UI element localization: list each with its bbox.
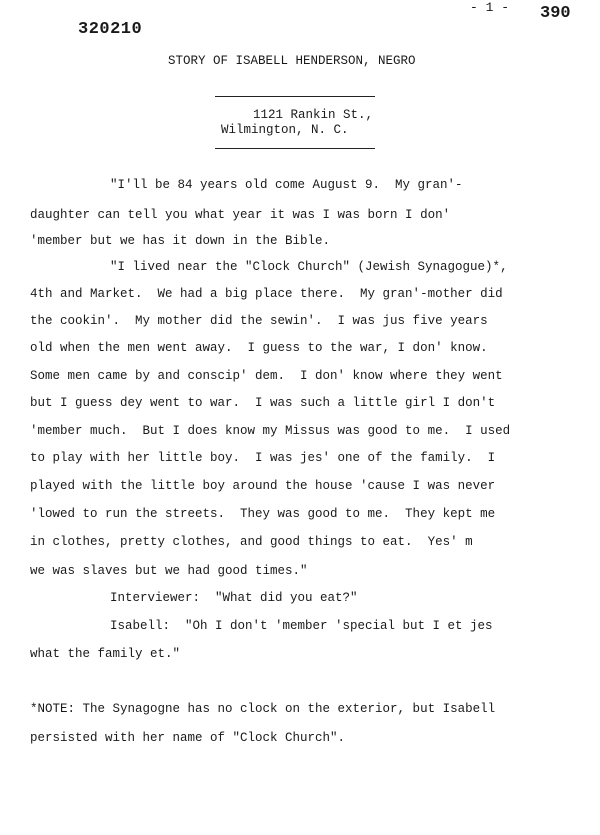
folio-number: 390 [540,4,571,23]
body-line: to play with her little boy. I was jes' one of the family. I [30,451,496,465]
interviewer-line: Interviewer: "What did you eat?" [110,591,358,605]
body-line: 'member but we has it down in the Bible. [30,234,331,248]
body-line: daughter can tell you what year it was I was born I don' [30,208,451,222]
body-line: played with the little boy around the house 'cause I was never [30,479,496,493]
body-line: but I guess dey went to war. I was such a little girl I don't [30,396,496,410]
body-line: 4th and Market. We had a big place there. My gran'-mother did [30,287,503,301]
body-line: "I lived near the "Clock Church" (Jewish Synagogue)*, [110,260,508,274]
address-line-2: Wilmington, N. C. [221,123,349,137]
body-line: the cookin'. My mother did the sewin'. I was jus five years [30,314,488,328]
body-line: in clothes, pretty clothes, and good things to eat. Yes' m [30,535,473,549]
document-title: STORY OF ISABELL HENDERSON, NEGRO [168,54,416,68]
address-rule-top [215,96,375,97]
page-number-mark: - 1 - [470,0,510,15]
footnote-line-1: *NOTE: The Synagogne has no clock on the exterior, but Isabell [30,702,496,716]
body-line: Some men came by and conscip' dem. I don' know where they went [30,369,503,383]
body-line: what the family et." [30,647,181,661]
address-line-1: 1121 Rankin St., [253,108,374,122]
isabell-line: Isabell: "Oh I don't 'member 'special but I et jes [110,619,493,633]
body-line: old when the men went away. I guess to the war, I don' know. [30,341,488,355]
footnote-line-2: persisted with her name of "Clock Church". [30,731,346,745]
body-line: 'lowed to run the streets. They was good to me. They kept me [30,507,496,521]
document-number: 320210 [78,20,143,39]
body-line: "I'll be 84 years old come August 9. My gran'- [110,178,463,192]
body-line: 'member much. But I does know my Missus was good to me. I used [30,424,511,438]
body-line: we was slaves but we had good times." [30,564,308,578]
address-rule-bottom [215,148,375,149]
